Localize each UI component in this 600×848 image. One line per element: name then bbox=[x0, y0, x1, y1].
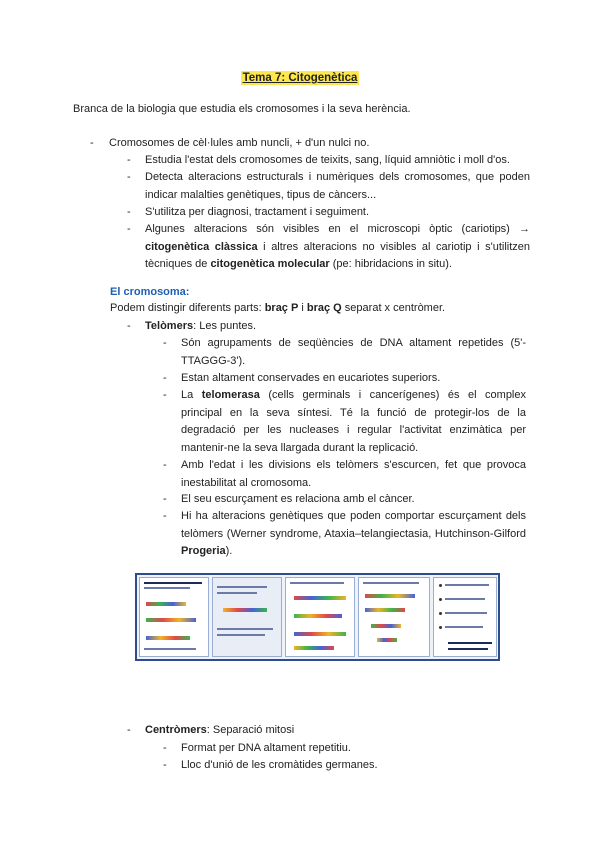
bullet-dot bbox=[439, 584, 442, 587]
dash-marker: - bbox=[163, 337, 167, 349]
sub-item-3: S'utilitza per diagnosi, tractament i seguiment. bbox=[145, 206, 370, 218]
dna-bar bbox=[294, 646, 334, 650]
dash-marker: - bbox=[127, 206, 131, 218]
slide-text-line bbox=[217, 586, 267, 588]
dash-marker: - bbox=[163, 759, 167, 771]
slide-text-line bbox=[144, 587, 190, 589]
bullet-dot bbox=[439, 626, 442, 629]
slide-text-line bbox=[445, 626, 483, 628]
dash-marker: - bbox=[127, 154, 131, 166]
bullet-dot bbox=[439, 598, 442, 601]
telomers-item-2: Estan altament conservades en eucariotes superiors. bbox=[181, 372, 441, 384]
dna-bar bbox=[223, 608, 267, 612]
dna-bar bbox=[146, 602, 186, 606]
slide-text-line bbox=[363, 582, 419, 584]
centromers-heading: Centròmers: Separació mitosi bbox=[145, 724, 295, 736]
dash-marker: - bbox=[163, 372, 167, 384]
slide-text-line bbox=[445, 584, 489, 586]
slide-text-line bbox=[448, 648, 488, 650]
dna-bar bbox=[365, 594, 415, 598]
dash-marker: - bbox=[163, 389, 167, 401]
telomers-item-6: Hi ha alteracions genètiques que poden comportar escurçament dels telòmers (Werner syndrome, Ataxia–telangiectasia, Hutchinson-Gilford Progeria). bbox=[181, 510, 526, 557]
slide-text-line bbox=[217, 634, 265, 636]
slide-panel bbox=[358, 577, 430, 657]
slide-panel bbox=[285, 577, 355, 657]
section-intro: Podem distingir diferents parts: braç P i braç Q separat x centròmer. bbox=[110, 302, 446, 314]
slide-text-line bbox=[144, 582, 202, 584]
telomers-item-4: Amb l'edat i les divisions els telòmers s'escurcen, fet que provoca inestabilitat al cromosoma. bbox=[181, 459, 526, 489]
slide-text-line bbox=[290, 582, 344, 584]
page-title: Tema 7: Citogenètica bbox=[242, 72, 358, 84]
dash-marker: - bbox=[163, 459, 167, 471]
dash-marker: - bbox=[163, 493, 167, 505]
centromers-item-1: Format per DNA altament repetitiu. bbox=[181, 742, 351, 754]
slide-text-line bbox=[144, 648, 196, 650]
telomers-item-5: El seu escurçament es relaciona amb el càncer. bbox=[181, 493, 415, 505]
slide-text-line bbox=[217, 628, 273, 630]
dna-bar bbox=[371, 624, 401, 628]
dash-marker: - bbox=[127, 223, 131, 235]
sub-item-2: Detecta alteracions estructurals i numèriques dels cromosomes, que poden indicar malalties genètiques, tipus de càncers... bbox=[145, 171, 530, 201]
telomers-item-3: La telomerasa (cells germinals i cancerígenes) és el complex principal en la seva síntesi. Té la funció de protegir-los de la degradació per les nucleases i regular l'activitat enzimàtica per mantenir-ne la seva llargada durant la replicació. bbox=[181, 389, 526, 454]
telomers-item-1: Són agrupaments de seqüències de DNA altament repetides (5'-TTAGGG-3'). bbox=[181, 337, 526, 367]
dna-bar bbox=[294, 596, 346, 600]
slide-text-line bbox=[217, 592, 257, 594]
dash-marker: - bbox=[127, 171, 131, 183]
dash-marker: - bbox=[163, 510, 167, 522]
dna-bar bbox=[146, 636, 190, 640]
slide-panel bbox=[433, 577, 497, 657]
sub-item-4: Algunes alteracions són visibles en el microscopi òptic (cariotips) → citogenètica clàssica i altres alteracions no visibles al cariotip i s'utilitzen tècniques de citogenètica molecular (pe: hibridacions in situ). bbox=[145, 223, 530, 270]
dash-marker: - bbox=[127, 320, 131, 332]
dna-bar bbox=[294, 632, 346, 636]
dash-marker: - bbox=[163, 742, 167, 754]
telomers-heading: Telòmers: Les puntes. bbox=[145, 320, 257, 332]
slide-panel bbox=[212, 577, 282, 657]
bullet-dot bbox=[439, 612, 442, 615]
dash-marker: - bbox=[90, 137, 94, 149]
sub-item-1: Estudia l'estat dels cromosomes de teixits, sang, líquid amniòtic i moll d'os. bbox=[145, 154, 510, 166]
slide-text-line bbox=[448, 642, 492, 644]
dna-bar bbox=[294, 614, 342, 618]
telomere-slides-figure bbox=[135, 573, 500, 661]
slide-text-line bbox=[445, 598, 485, 600]
section-heading: El cromosoma: bbox=[110, 286, 190, 298]
intro-paragraph: Branca de la biologia que estudia els cromosomes i la seva herència. bbox=[73, 103, 411, 115]
dna-bar bbox=[365, 608, 405, 612]
bullet-cromosomes: Cromosomes de cèl·lules amb nuncli, + d'un nulci no. bbox=[109, 137, 370, 149]
dna-bar bbox=[377, 638, 397, 642]
slide-panel bbox=[139, 577, 209, 657]
slide-text-line bbox=[445, 612, 487, 614]
centromers-item-2: Lloc d'unió de les cromàtides germanes. bbox=[181, 759, 378, 771]
dash-marker: - bbox=[127, 724, 131, 736]
dna-bar bbox=[146, 618, 196, 622]
